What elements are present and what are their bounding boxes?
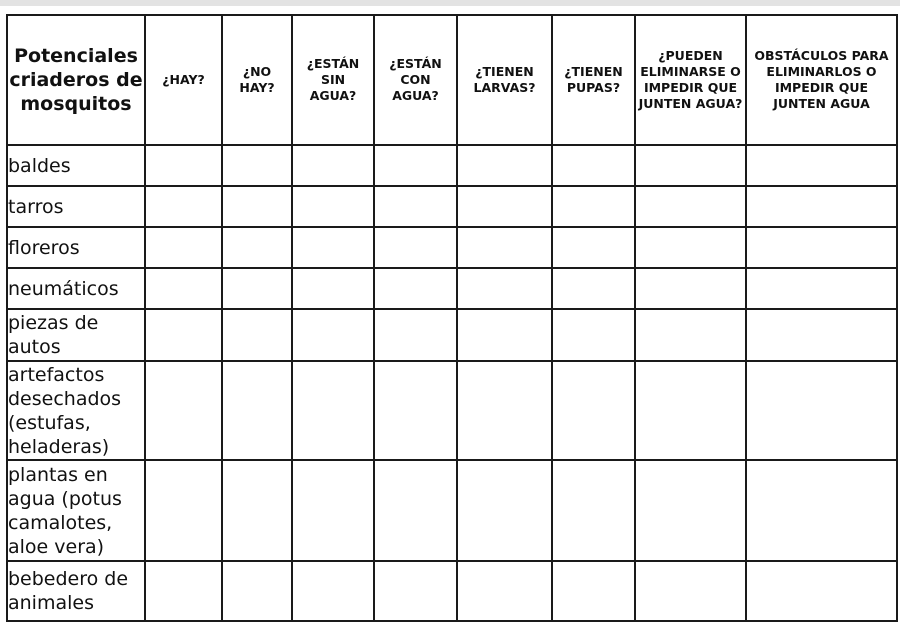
- column-header-no-hay: ¿NO HAY?: [222, 15, 292, 145]
- table-cell[interactable]: [374, 227, 457, 268]
- column-header-pupas: ¿TIENEN PUPAS?: [552, 15, 635, 145]
- table-cell[interactable]: [552, 361, 635, 460]
- table-cell[interactable]: [635, 227, 746, 268]
- table-cell[interactable]: [457, 561, 552, 621]
- row-label-tarros: tarros: [7, 186, 145, 227]
- table-cell[interactable]: [222, 361, 292, 460]
- table-cell[interactable]: [145, 309, 222, 361]
- table-cell[interactable]: [145, 145, 222, 186]
- table-cell[interactable]: [292, 268, 374, 309]
- table-cell[interactable]: [145, 268, 222, 309]
- table-cell[interactable]: [746, 561, 897, 621]
- table-cell[interactable]: [145, 186, 222, 227]
- table-cell[interactable]: [222, 309, 292, 361]
- table-cell[interactable]: [374, 561, 457, 621]
- column-header-con-agua: ¿ESTÁN CON AGUA?: [374, 15, 457, 145]
- table-cell[interactable]: [374, 309, 457, 361]
- row-label-neumaticos: neumáticos: [7, 268, 145, 309]
- table-cell[interactable]: [746, 268, 897, 309]
- table-cell[interactable]: [457, 227, 552, 268]
- table-cell[interactable]: [292, 561, 374, 621]
- table-cell[interactable]: [222, 268, 292, 309]
- table-cell[interactable]: [746, 309, 897, 361]
- corner-header: Potenciales criaderos de mosquitos: [7, 15, 145, 145]
- row-label-plantas-en-agua: plantas en agua (potus camalotes, aloe vera): [7, 460, 145, 561]
- row-label-floreros: floreros: [7, 227, 145, 268]
- table-cell[interactable]: [222, 561, 292, 621]
- mosquito-breeding-table: [6, 14, 898, 622]
- table-cell[interactable]: [457, 145, 552, 186]
- table-cell[interactable]: [292, 361, 374, 460]
- table-row: [7, 227, 897, 268]
- table-cell[interactable]: [746, 186, 897, 227]
- table-cell[interactable]: [552, 186, 635, 227]
- table-cell[interactable]: [292, 309, 374, 361]
- column-header-obstaculos: OBSTÁCULOS PARA ELIMINARLOS O IMPEDIR QUE JUNTEN AGUA: [746, 15, 897, 145]
- table-cell[interactable]: [145, 361, 222, 460]
- table-cell[interactable]: [746, 361, 897, 460]
- table-cell[interactable]: [552, 561, 635, 621]
- column-header-hay: ¿HAY?: [145, 15, 222, 145]
- table-cell[interactable]: [292, 186, 374, 227]
- table-cell[interactable]: [552, 309, 635, 361]
- table-cell[interactable]: [145, 227, 222, 268]
- table-row: [7, 460, 897, 561]
- table-cell[interactable]: [635, 268, 746, 309]
- table-cell[interactable]: [222, 186, 292, 227]
- table-cell[interactable]: [457, 361, 552, 460]
- table-cell[interactable]: [457, 268, 552, 309]
- table-cell[interactable]: [635, 460, 746, 561]
- table-cell[interactable]: [374, 145, 457, 186]
- table-cell[interactable]: [457, 460, 552, 561]
- table-cell[interactable]: [552, 268, 635, 309]
- table-cell[interactable]: [457, 309, 552, 361]
- table-row: [7, 561, 897, 621]
- table-cell[interactable]: [635, 145, 746, 186]
- table-cell[interactable]: [222, 145, 292, 186]
- table-cell[interactable]: [222, 227, 292, 268]
- table-cell[interactable]: [635, 361, 746, 460]
- table-cell[interactable]: [635, 186, 746, 227]
- table-cell[interactable]: [374, 460, 457, 561]
- table-cell[interactable]: [374, 361, 457, 460]
- row-label-piezas-de-autos: piezas de autos: [7, 309, 145, 361]
- table-cell[interactable]: [145, 460, 222, 561]
- table-cell[interactable]: [145, 561, 222, 621]
- table-cell[interactable]: [552, 227, 635, 268]
- table-cell[interactable]: [746, 460, 897, 561]
- table-cell[interactable]: [222, 460, 292, 561]
- column-header-eliminar: ¿PUEDEN ELIMINARSE O IMPEDIR QUE JUNTEN AGUA?: [635, 15, 746, 145]
- table-cell[interactable]: [552, 145, 635, 186]
- table-cell[interactable]: [292, 227, 374, 268]
- table-row: [7, 309, 897, 361]
- table-row: [7, 268, 897, 309]
- table-cell[interactable]: [635, 561, 746, 621]
- header-row: [7, 15, 897, 145]
- column-header-larvas: ¿TIENEN LARVAS?: [457, 15, 552, 145]
- table-row: [7, 145, 897, 186]
- table-cell[interactable]: [635, 309, 746, 361]
- row-label-artefactos: artefactos desechados (estufas, heladeras): [7, 361, 145, 460]
- table-cell[interactable]: [552, 460, 635, 561]
- table-row: [7, 186, 897, 227]
- row-label-bebedero: bebedero de animales: [7, 561, 145, 621]
- table-row: [7, 361, 897, 460]
- row-label-baldes: baldes: [7, 145, 145, 186]
- table-cell[interactable]: [374, 268, 457, 309]
- table-cell[interactable]: [457, 186, 552, 227]
- table-cell[interactable]: [746, 145, 897, 186]
- table-cell[interactable]: [292, 460, 374, 561]
- column-header-sin-agua: ¿ESTÁN SIN AGUA?: [292, 15, 374, 145]
- table-cell[interactable]: [292, 145, 374, 186]
- table-cell[interactable]: [746, 227, 897, 268]
- worksheet: [0, 6, 900, 614]
- table-cell[interactable]: [374, 186, 457, 227]
